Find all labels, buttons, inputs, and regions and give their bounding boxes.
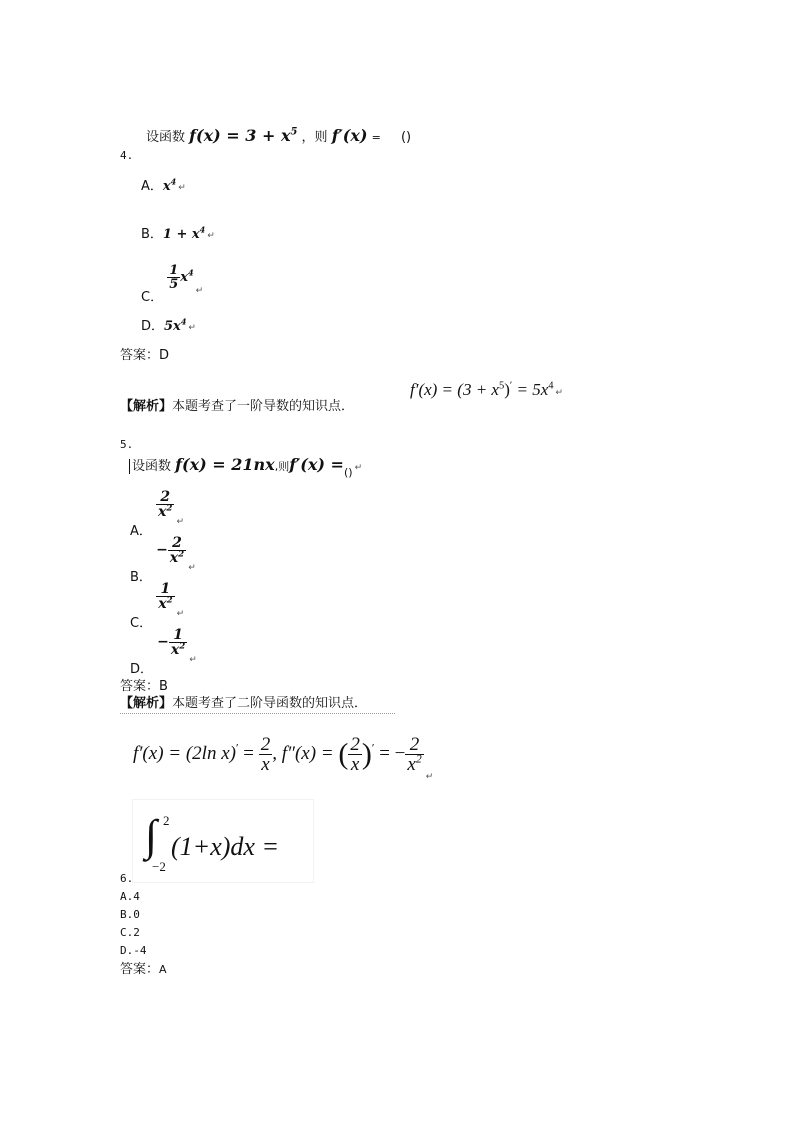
q6-number: 6. (120, 872, 134, 885)
q5-stem-function: f(x) = 21nx (175, 455, 275, 474)
q4-stem-then: ，则 (301, 130, 328, 145)
integral-integrand: (1+x)dx = (171, 832, 279, 861)
q4-option-b: B．$1 + x^4↵$ (141, 224, 215, 242)
q4-stem-function: $f(x) = 3 + x^5$ (189, 126, 298, 145)
q5-option-d: D． − $\frac{1}{x^2}$ $_↵$ (130, 627, 197, 677)
q6-answer-label: 答案： (120, 962, 160, 977)
q5-formula: f′(x) = (2ln x)′ = $\frac{2}{x}$ , f″(x) = ( $\frac{2}{x}$ )′ = − $\frac{2}{x^2}$ $_↵$ (133, 734, 434, 781)
q4-analysis-formula: $f'(x) = (3 + x^5)'$ = $5x^4↵$ (410, 380, 564, 399)
q5-answer: 答案：B (120, 679, 168, 694)
q4-number: 4. (120, 149, 134, 162)
q6-answer (120, 963, 167, 976)
q5-analysis-label: 【解析】 (120, 696, 173, 711)
q5-stem-derivative: f′(x) = (289, 455, 344, 474)
q5-stem: 设函数 f(x) = 21nx,则$f'(x) =_{()}$ ↵ (129, 457, 362, 473)
q6-option-c: C.2 (120, 926, 140, 939)
q6-option-d: D.-4 (120, 944, 147, 957)
q4-stem-derivative: f′(x) (331, 126, 368, 145)
q6-answer-value: A (159, 963, 167, 976)
q4-stem (146, 128, 411, 144)
q4-analysis (120, 400, 354, 413)
q4-answer: 答案：D (120, 348, 170, 363)
q5-option-a: A． $\frac{2}{x^2}$ $_↵$ (130, 489, 184, 539)
q5-stem-then: ,则 (274, 460, 290, 473)
q6-integral-image (133, 800, 313, 882)
q6-option-b: B.0 (120, 908, 140, 921)
q4-option-d: D．$5x^4↵$ (141, 316, 196, 334)
q6-option-a: A.4 (120, 890, 140, 903)
q4-stem-eq: = (371, 131, 381, 144)
q5-analysis-text: 本题考查了二阶导函数的知识点． (172, 696, 368, 711)
integral-upper-limit: 2 (163, 813, 170, 828)
q5-analysis-underline (120, 713, 395, 714)
q5-stem-prefix: 设函数 (129, 459, 171, 474)
q5-analysis (120, 697, 367, 710)
q5-option-c: C． $\frac{1}{x^2}$ $_↵$ (130, 581, 185, 631)
q5-option-b: B． − $\frac{2}{x^2}$ $_↵$ (130, 535, 196, 585)
q4-option-a: A．$x^4↵$ (141, 176, 186, 194)
q4-analysis-label: 【解析】 (120, 399, 173, 414)
integral-sign: ∫ (145, 811, 158, 860)
q5-stem-blank: () (343, 466, 353, 479)
q4-stem-blank: () (400, 130, 412, 145)
q4-option-c: C． $\frac{1}{5}$ $x^4_↵$ (141, 263, 204, 305)
q5-number: 5. (120, 438, 134, 451)
integral-lower-limit: −2 (152, 859, 166, 874)
q4-analysis-text: 本题考查了一阶导数的知识点． (172, 399, 355, 414)
q4-stem-prefix: 设函数 (146, 130, 186, 145)
